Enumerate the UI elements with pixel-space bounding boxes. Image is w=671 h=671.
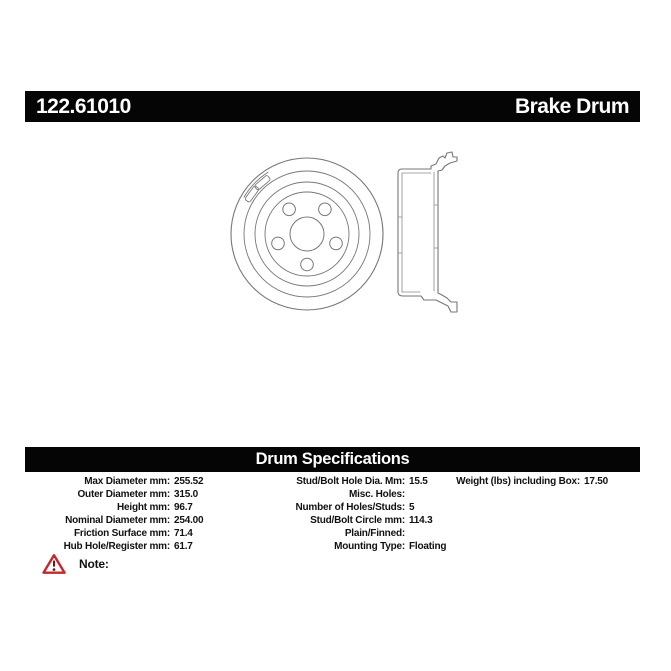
spec-label: Outer Diameter mm: (77, 489, 170, 500)
spec-value: 61.7 (174, 541, 193, 552)
spec-section-header (25, 447, 640, 472)
spec-value: Floating (409, 541, 447, 552)
spec-label: Friction Surface mm: (73, 528, 170, 539)
header-banner (25, 91, 640, 122)
spec-value: 255.52 (174, 476, 204, 487)
spec-row (25, 514, 230, 527)
spec-row (25, 540, 230, 553)
spec-value: 254.00 (174, 515, 204, 526)
stud-holes (272, 203, 343, 271)
spec-row (240, 540, 455, 553)
spec-label: Nominal Diameter mm: (65, 515, 170, 526)
spec-column-dimensions (25, 475, 230, 553)
spec-row (240, 527, 455, 540)
spec-label: Plain/Finned: (344, 528, 405, 539)
spec-value: 71.4 (174, 528, 193, 539)
note-label: Note: (79, 557, 109, 571)
spec-section-title: Drum Specifications (255, 450, 410, 468)
note-row (42, 553, 109, 575)
spec-label: Max Diameter mm: (84, 476, 170, 487)
spec-row (240, 514, 455, 527)
spec-value: 17.50 (584, 476, 609, 487)
part-number: 122.61010 (36, 94, 131, 118)
spec-row (445, 475, 645, 488)
spec-value: 315.0 (174, 489, 199, 500)
brake-drum-side-view (398, 152, 457, 312)
spec-row (25, 527, 230, 540)
spec-label: Stud/Bolt Circle mm: (310, 515, 405, 526)
spec-label: Hub Hole/Register mm: (63, 541, 170, 552)
spec-value: 96.7 (174, 502, 193, 513)
warning-triangle-icon (42, 553, 66, 575)
spec-label: Number of Holes/Studs: (295, 502, 405, 513)
spec-column-weight (445, 475, 645, 488)
brake-drum-front-view (231, 158, 383, 310)
spec-column-studs (240, 475, 455, 553)
spec-row (25, 488, 230, 501)
spec-label: Misc. Holes: (349, 489, 405, 500)
spec-row (240, 488, 455, 501)
spec-value: 114.3 (409, 515, 433, 526)
spec-value: 15.5 (409, 476, 428, 487)
spec-row (25, 501, 230, 514)
spec-value: 5 (409, 502, 415, 513)
hub-hole (290, 217, 324, 251)
spec-row (240, 475, 455, 488)
product-title: Brake Drum (514, 94, 629, 118)
spec-row (240, 501, 455, 514)
spec-label: Weight (lbs) including Box: (456, 476, 580, 487)
technical-drawing (215, 145, 475, 330)
spec-label: Stud/Bolt Hole Dia. Mm: (296, 476, 405, 487)
spec-row (25, 475, 230, 488)
spec-label: Height mm: (116, 502, 170, 513)
spec-label: Mounting Type: (334, 541, 405, 552)
